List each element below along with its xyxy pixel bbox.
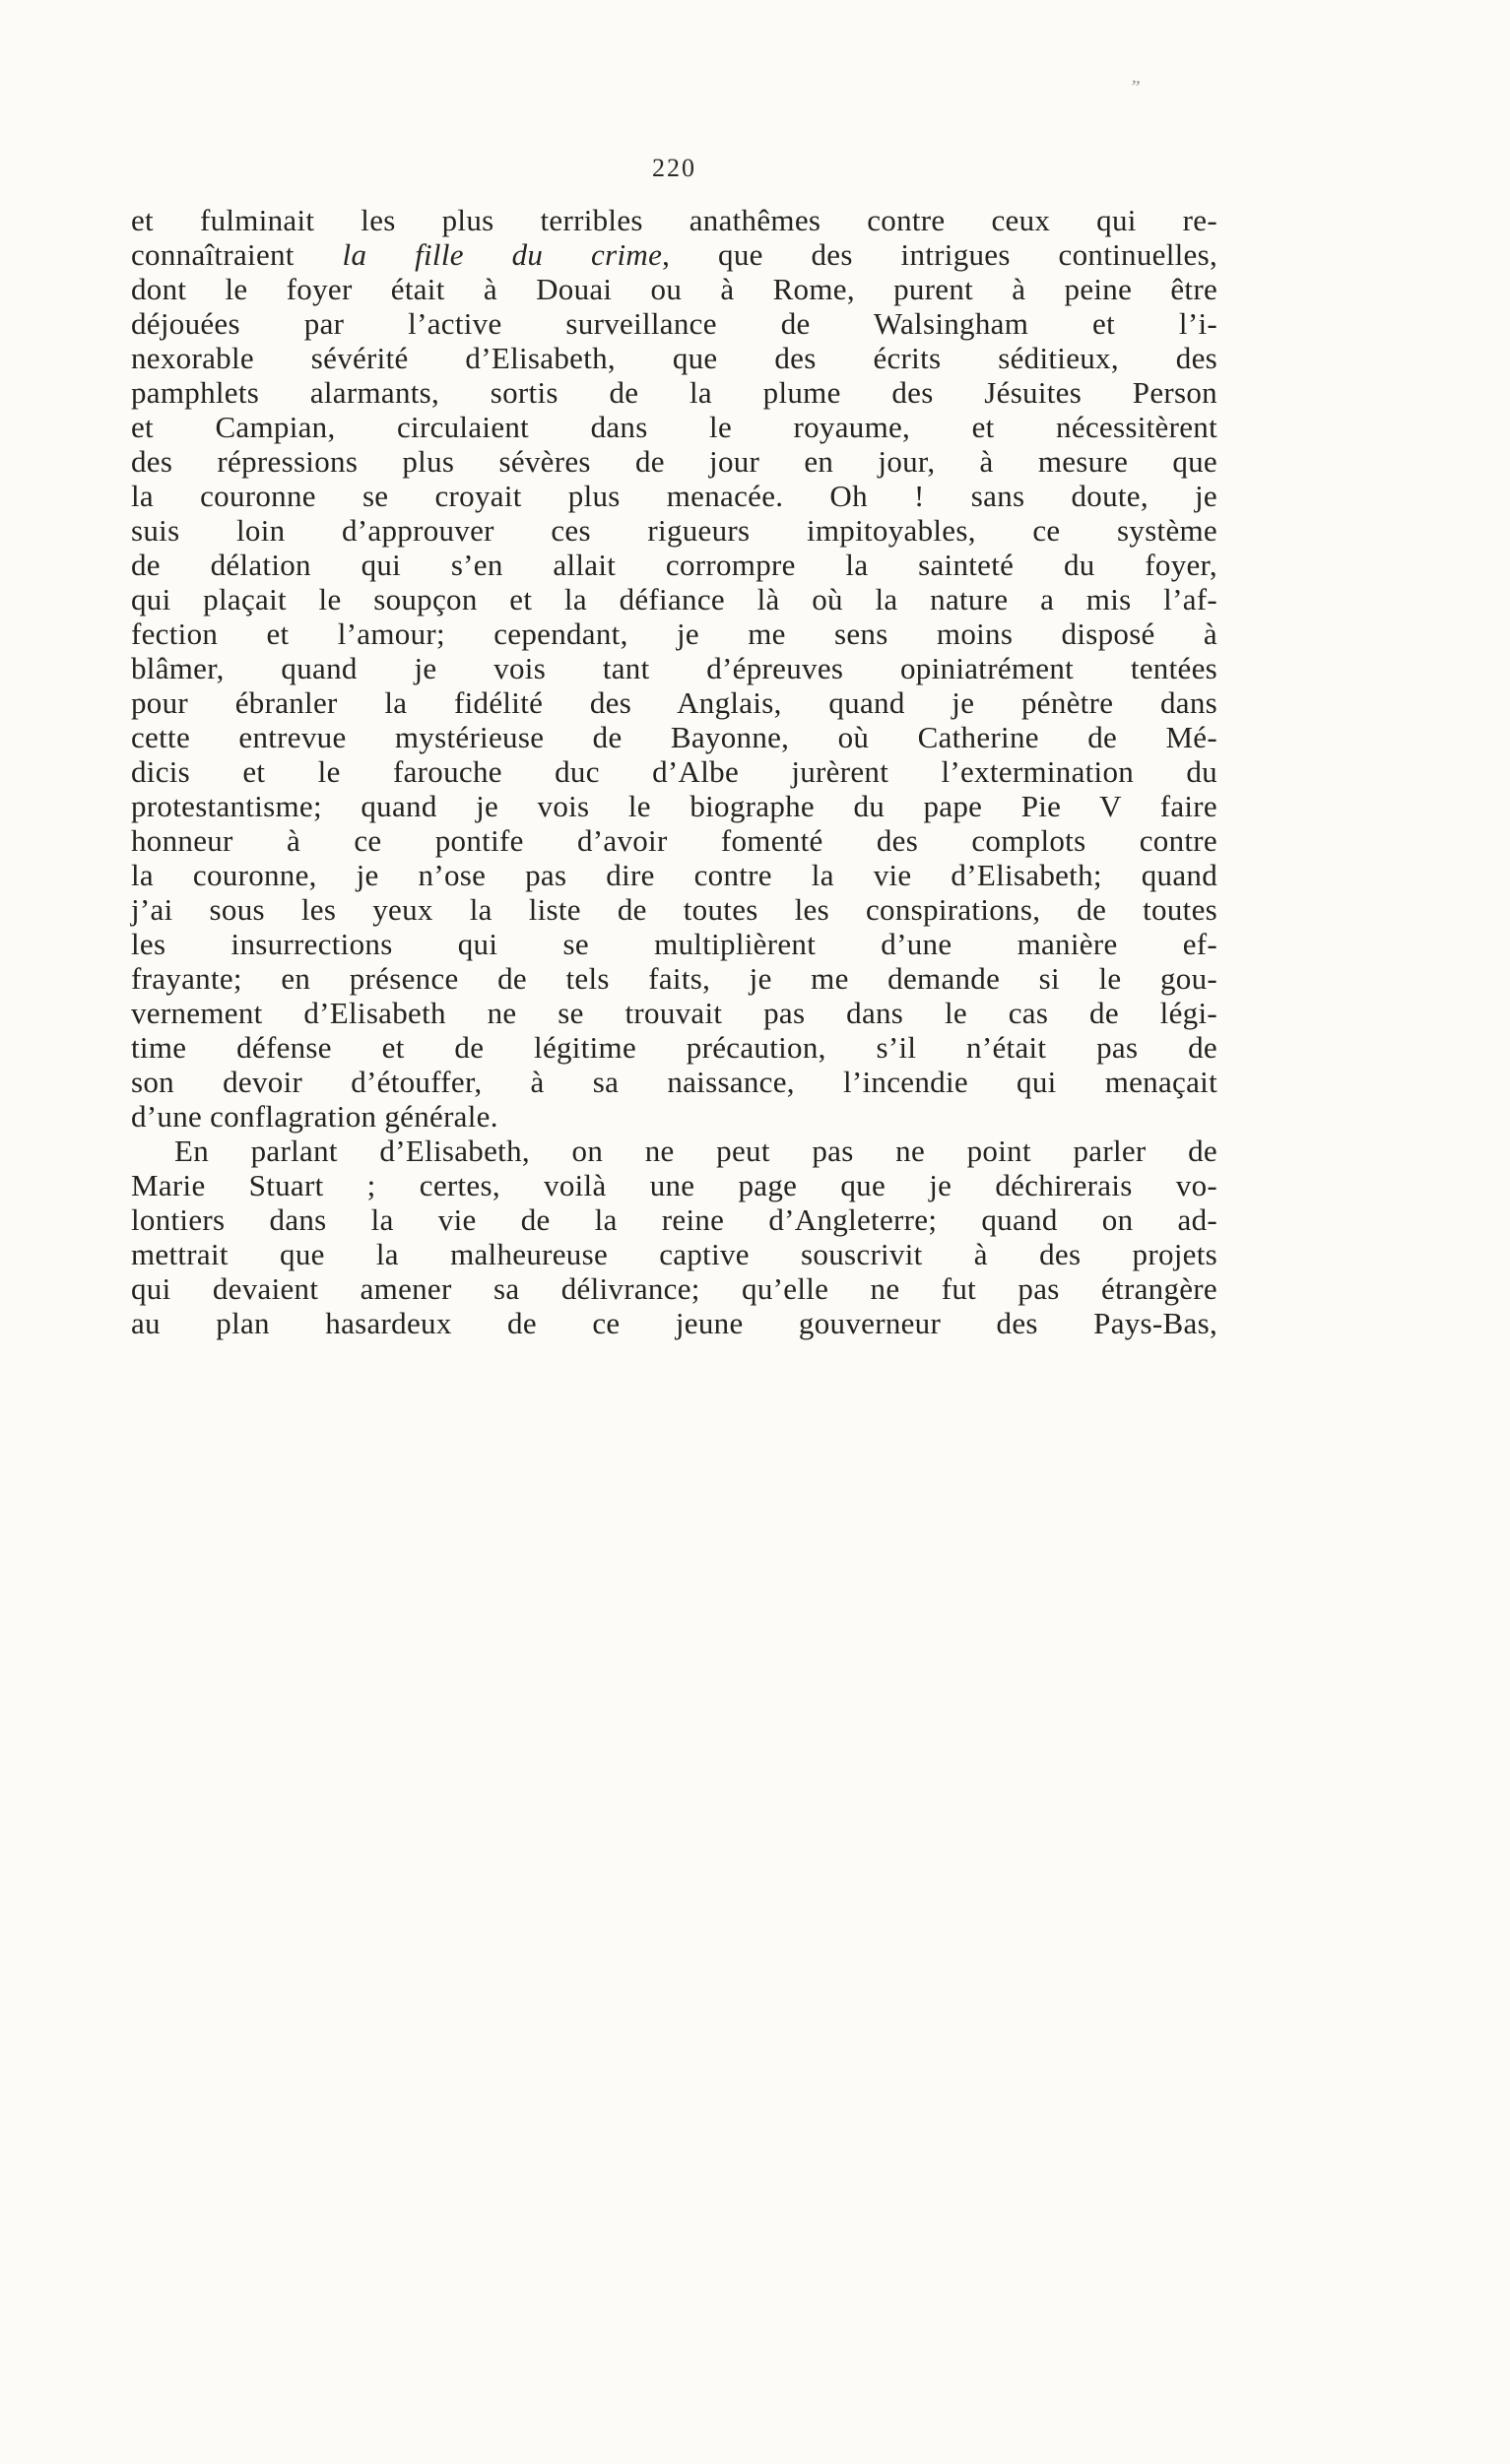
text-line (131, 892, 1217, 927)
text-line (131, 996, 1217, 1030)
text-line (131, 548, 1217, 582)
text-line (131, 237, 1217, 272)
text-segment: Marie Stuart ; certes, voilà une page que je déchirerais vo- (131, 1168, 1217, 1202)
text-line (131, 375, 1217, 410)
text-block (131, 203, 1217, 1340)
text-segment: lontiers dans la vie de la reine d’Angleterre; quand on ad- (131, 1202, 1217, 1237)
text-segment: j’ai sous les yeux la liste de toutes les conspirations, de toutes (131, 892, 1217, 927)
text-segment: son devoir d’étouffer, à sa naissance, l’incendie qui menaçait (131, 1065, 1217, 1099)
text-segment: connaîtraient (131, 237, 343, 272)
text-line (131, 1306, 1217, 1340)
text-line (131, 823, 1217, 858)
text-line (131, 444, 1217, 479)
text-line (131, 685, 1217, 720)
text-line (131, 203, 1217, 237)
text-line (131, 927, 1217, 961)
text-segment: la couronne, je n’ose pas dire contre la vie d’Elisabeth; quand (131, 858, 1217, 892)
text-segment: blâmer, quand je vois tant d’épreuves opiniatrément tentées (131, 651, 1217, 685)
text-line (131, 1030, 1217, 1065)
text-segment: au plan hasardeux de ce jeune gouverneur des Pays-Bas, (131, 1306, 1217, 1340)
text-line (131, 720, 1217, 754)
text-segment: cette entrevue mystérieuse de Bayonne, où Catherine de Mé- (131, 720, 1217, 754)
text-line (131, 1271, 1217, 1306)
text-segment: frayante; en présence de tels faits, je me demande si le gou- (131, 961, 1217, 996)
text-segment: dont le foyer était à Douai ou à Rome, purent à peine être (131, 272, 1217, 306)
italic-phrase: la fille du crime (342, 237, 663, 272)
text-segment: la couronne se croyait plus menacée. Oh ! sans doute, je (131, 479, 1217, 513)
text-line (131, 754, 1217, 789)
text-line (131, 341, 1217, 375)
text-line (131, 306, 1217, 341)
text-segment: En parlant d’Elisabeth, on ne peut pas ne point parler de (174, 1134, 1217, 1168)
text-segment: pamphlets alarmants, sortis de la plume des Jésuites Person (131, 375, 1217, 410)
text-line (131, 651, 1217, 685)
paragraph (131, 1134, 1217, 1340)
text-line (131, 1202, 1217, 1237)
text-line (131, 272, 1217, 306)
text-line (131, 582, 1217, 616)
text-line (131, 1134, 1217, 1168)
text-segment: dicis et le farouche duc d’Albe jurèrent l’extermination du (131, 754, 1217, 789)
text-line (131, 410, 1217, 444)
text-segment: des répressions plus sévères de jour en jour, à mesure que (131, 444, 1217, 479)
text-line (131, 616, 1217, 651)
text-segment: et fulminait les plus terribles anathêmes contre ceux qui re- (131, 203, 1217, 237)
text-segment: pour ébranler la fidélité des Anglais, quand je pénètre dans (131, 685, 1217, 720)
page-number: 220 (652, 154, 696, 182)
text-segment: protestantisme; quand je vois le biographe du pape Pie V faire (131, 789, 1217, 823)
text-line (131, 513, 1217, 548)
text-segment: de délation qui s’en allait corrompre la sainteté du foyer, (131, 548, 1217, 582)
text-segment: , que des intrigues continuelles, (662, 237, 1218, 272)
text-segment: et Campian, circulaient dans le royaume, et nécessitèrent (131, 410, 1217, 444)
text-line (131, 1237, 1217, 1271)
text-segment: nexorable sévérité d’Elisabeth, que des écrits séditieux, des (131, 341, 1217, 375)
paragraph (131, 203, 1217, 1134)
text-line (131, 858, 1217, 892)
text-line (131, 1099, 1217, 1134)
text-segment: fection et l’amour; cependant, je me sens moins disposé à (131, 616, 1217, 651)
text-line (131, 1168, 1217, 1202)
text-segment: déjouées par l’active surveillance de Walsingham et l’i- (131, 306, 1217, 341)
text-segment: d’une conflagration générale. (131, 1099, 498, 1134)
text-line (131, 789, 1217, 823)
text-segment: qui plaçait le soupçon et la défiance là où la nature a mis l’af- (131, 582, 1217, 616)
scan-speck: ” (1129, 76, 1142, 99)
text-segment: time défense et de légitime précaution, s’il n’était pas de (131, 1030, 1217, 1065)
text-line (131, 479, 1217, 513)
text-segment: suis loin d’approuver ces rigueurs impitoyables, ce système (131, 513, 1217, 548)
text-line (131, 961, 1217, 996)
text-segment: mettrait que la malheureuse captive souscrivit à des projets (131, 1237, 1217, 1271)
text-segment: qui devaient amener sa délivrance; qu’elle ne fut pas étrangère (131, 1271, 1217, 1306)
text-segment: vernement d’Elisabeth ne se trouvait pas dans le cas de légi- (131, 996, 1217, 1030)
text-segment: honneur à ce pontife d’avoir fomenté des complots contre (131, 823, 1217, 858)
text-line (131, 1065, 1217, 1099)
text-segment: les insurrections qui se multiplièrent d’une manière ef- (131, 927, 1217, 961)
